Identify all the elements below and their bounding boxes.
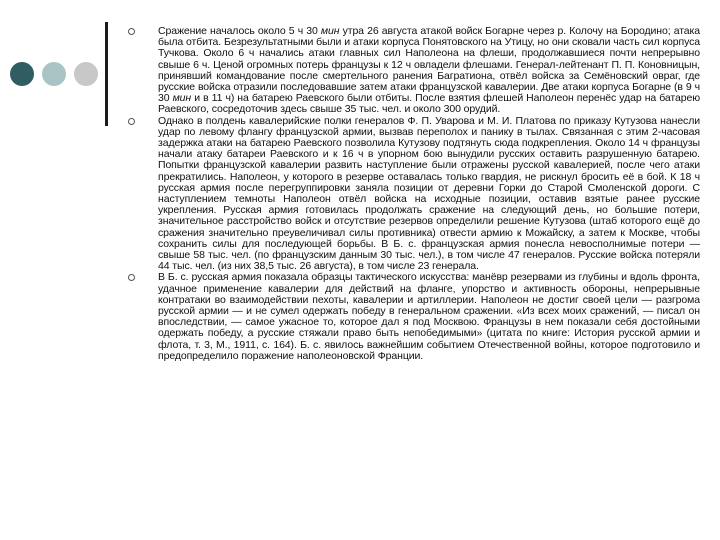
decorative-dots: [10, 62, 100, 86]
dot-light-teal: [42, 62, 66, 86]
dot-grey: [74, 62, 98, 86]
bullet-text: утра 26 августа атакой войск Богарне через р. Колочу на Бородино; атака была отбита. Безрезультатными были и атаки корпуса Понятовского на Утицу, но они сковали часть сил корпуса Тучкова. Около 6 ч начались атаки главных сил Наполеона на флеши, продолжавшиеся почти непрерывно свыше 6 ч. Ценой огромных потерь французы к 12 ч овладели флешами. Генерал-лейтенант П. П. Коновницын, принявший командование после смертельного ранения Багратиона, отвёл войска за Семёновский овраг, где русские войска отразили последовавшие затем атаки французской кавалерии. Две атаки корпуса Богарне (в 9 ч 30: [158, 25, 700, 105]
slide-content: [128, 26, 700, 362]
bullet-circle-icon: [128, 28, 135, 35]
vertical-divider: [105, 22, 108, 126]
bullet-item: [128, 272, 700, 362]
bullet-text: Однако в полдень кавалерийские полки генералов Ф. П. Уварова и М. И. Платова по приказу Кутузова нанесли удар по левому флангу французской армии, вызвав переполох и панику в тылах. Связанная с этим 2-часовая задержка атаки на батарею Раевского позволила Кутузову подтянуть сюда подкрепления. Около 14 ч французы начали атаку батареи Раевского и к 16 ч в упорном бою вынудили русских оставить разрушенную батарею. Попытки французской кавалерии развить наступление были отражены русской кавалерией, после чего атаки прекратились. Наполеон, у которого в резерве оставалась только гвардия, не рискнул бросить её в бой. К 18 ч русская армия после перегруппировки заняла позиции от деревни Горки до Старой Смоленской дороги. С наступлением темноты Наполеон отвёл войска на исходные позиции, оставив взятые ранее русские укрепления. Русская армия готовилась продолжать сражение на следующий день, но большие потери, значительное расстройство войск и отсутствие резервов определили решение Кутузова (штаб которого ещё до сражения значительно преувеличивал силы противника) отвести армию к Можайску, а затем к Москве, чтобы сохранить силы для последующей борьбы. В Б. с. французская армия понесла невосполнимые потери — свыше 58 тыс. чел. (по французским данным 30 тыс. чел.), в том числе 47 генералов. Русские войска потеряли 44 тыс. чел. (из них 38,5 тыс. 26 августа), в том числе 23 генерала.: [158, 114, 700, 273]
bullet-text-italic: мин: [320, 25, 340, 37]
bullet-circle-icon: [128, 274, 135, 281]
bullet-item: [128, 26, 700, 116]
bullet-circle-icon: [128, 118, 135, 125]
bullet-text: В Б. с. русская армия показала образцы тактического искусства: манёвр резервами из глубины и вдоль фронта, удачное применение кавалерии для действий на фланге, упорство и активность обороны, непрерывные контратаки во взаимодействии пехоты, кавалерии и артиллерии. Наполеон не достиг своей цели — разгрома русской армии — и не сумел одержать победу в генеральном сражении. «Из всех моих сражений, — писал он впоследствии, — самое ужасное то, которое дал я под Москвою. Французы в нем показали себя достойными одержать победу, а русские стяжали право быть непобедимыми» (цитата по книге: История русской армии и флота, т. 3, М., 1911, с. 164). Б. с. явилось важнейшим событием Отечественной войны, которое подготовило и предопределило поражение наполеоновской Франции.: [158, 271, 700, 362]
bullet-text: Сражение началось около 5 ч 30: [158, 25, 321, 37]
bullet-item: [128, 116, 700, 273]
bullet-text-italic: мин: [172, 92, 192, 105]
dot-dark: [10, 62, 34, 86]
bullet-text: и в 11 ч) на батарею Раевского были отбиты. После взятия флешей Наполеон перенёс удар на батарею Раевского, сосредоточив здесь свыше 35 тыс. чел. и около 300 орудий.: [158, 92, 700, 116]
